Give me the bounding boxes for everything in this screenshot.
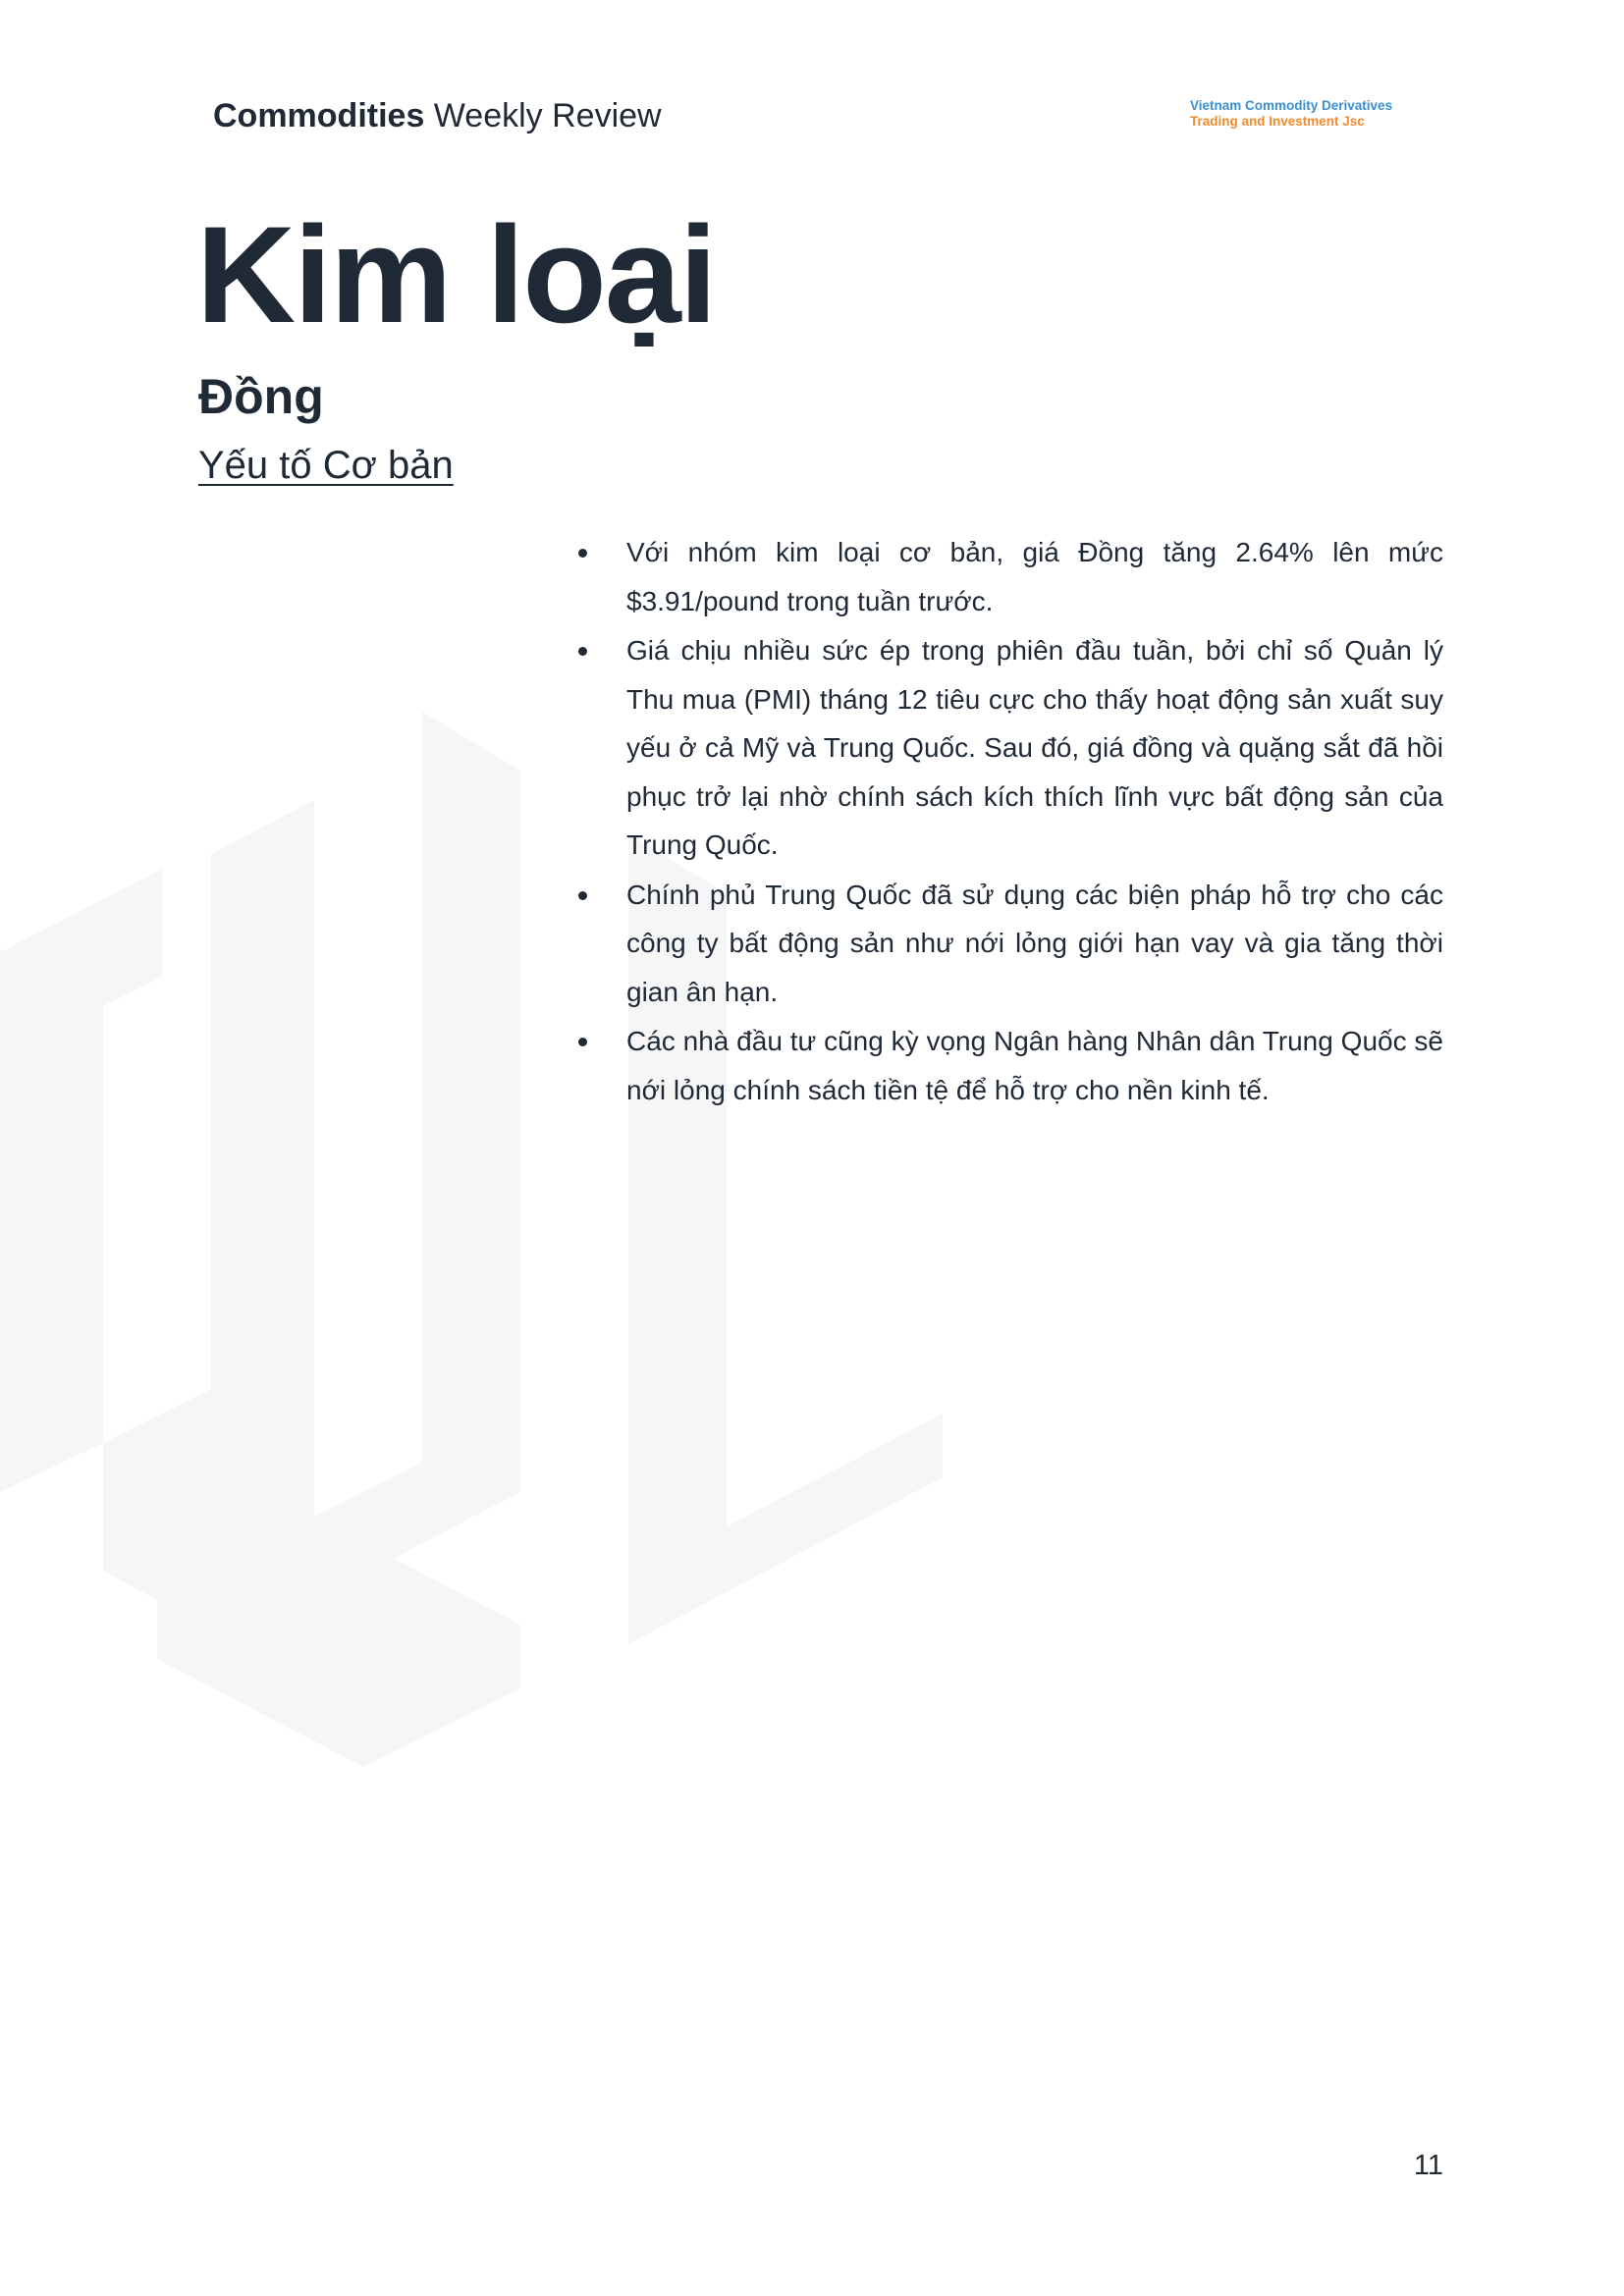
bullet-item — [571, 1017, 1443, 1114]
bullet-text: Giá chịu nhiều sức ép trong phiên đầu tuần, bởi chỉ số Quản lý Thu mua (PMI) tháng 12 tiêu cực cho thấy hoạt động sản xuất suy yếu ở cả Mỹ và Trung Quốc. Sau đó, giá đồng và quặng sắt đã hồi phục trở lại nhờ chính sách kích thích lĩnh vực bất động sản của Trung Quốc. — [626, 635, 1443, 860]
bullet-item — [571, 626, 1443, 870]
bullet-list — [571, 528, 1443, 1115]
bullet-item — [571, 871, 1443, 1017]
page-heading: Kim loại — [196, 197, 716, 351]
company-name-line1: Vietnam Commodity Derivatives — [1190, 98, 1393, 113]
page-number: 11 — [1413, 2150, 1443, 2181]
report-title-rest: Weekly Review — [424, 97, 662, 134]
report-title-bold: Commodities — [213, 97, 425, 134]
company-name-line2: Trading and Investment Jsc — [1190, 114, 1365, 129]
sub-heading: Yếu tố Cơ bản — [198, 444, 454, 487]
section-heading: Đồng — [198, 369, 324, 424]
bullet-text: Các nhà đầu tư cũng kỳ vọng Ngân hàng Nhân dân Trung Quốc sẽ nới lỏng chính sách tiền tệ để hỗ trợ cho nền kinh tế. — [626, 1026, 1443, 1105]
report-title — [213, 94, 662, 137]
company-logo — [1190, 98, 1426, 130]
bullet-icon — [578, 647, 587, 656]
bullet-icon — [578, 1038, 587, 1046]
bullet-text: Chính phủ Trung Quốc đã sử dụng các biện pháp hỗ trợ cho các công ty bất động sản như nới lỏng giới hạn vay và gia tăng thời gian ân hạn. — [626, 879, 1443, 1007]
bullet-item — [571, 528, 1443, 625]
bullet-text: Với nhóm kim loại cơ bản, giá Đồng tăng 2.64% lên mức $3.91/pound trong tuần trước. — [626, 537, 1443, 616]
bullet-icon — [578, 549, 587, 558]
bullet-icon — [578, 891, 587, 900]
